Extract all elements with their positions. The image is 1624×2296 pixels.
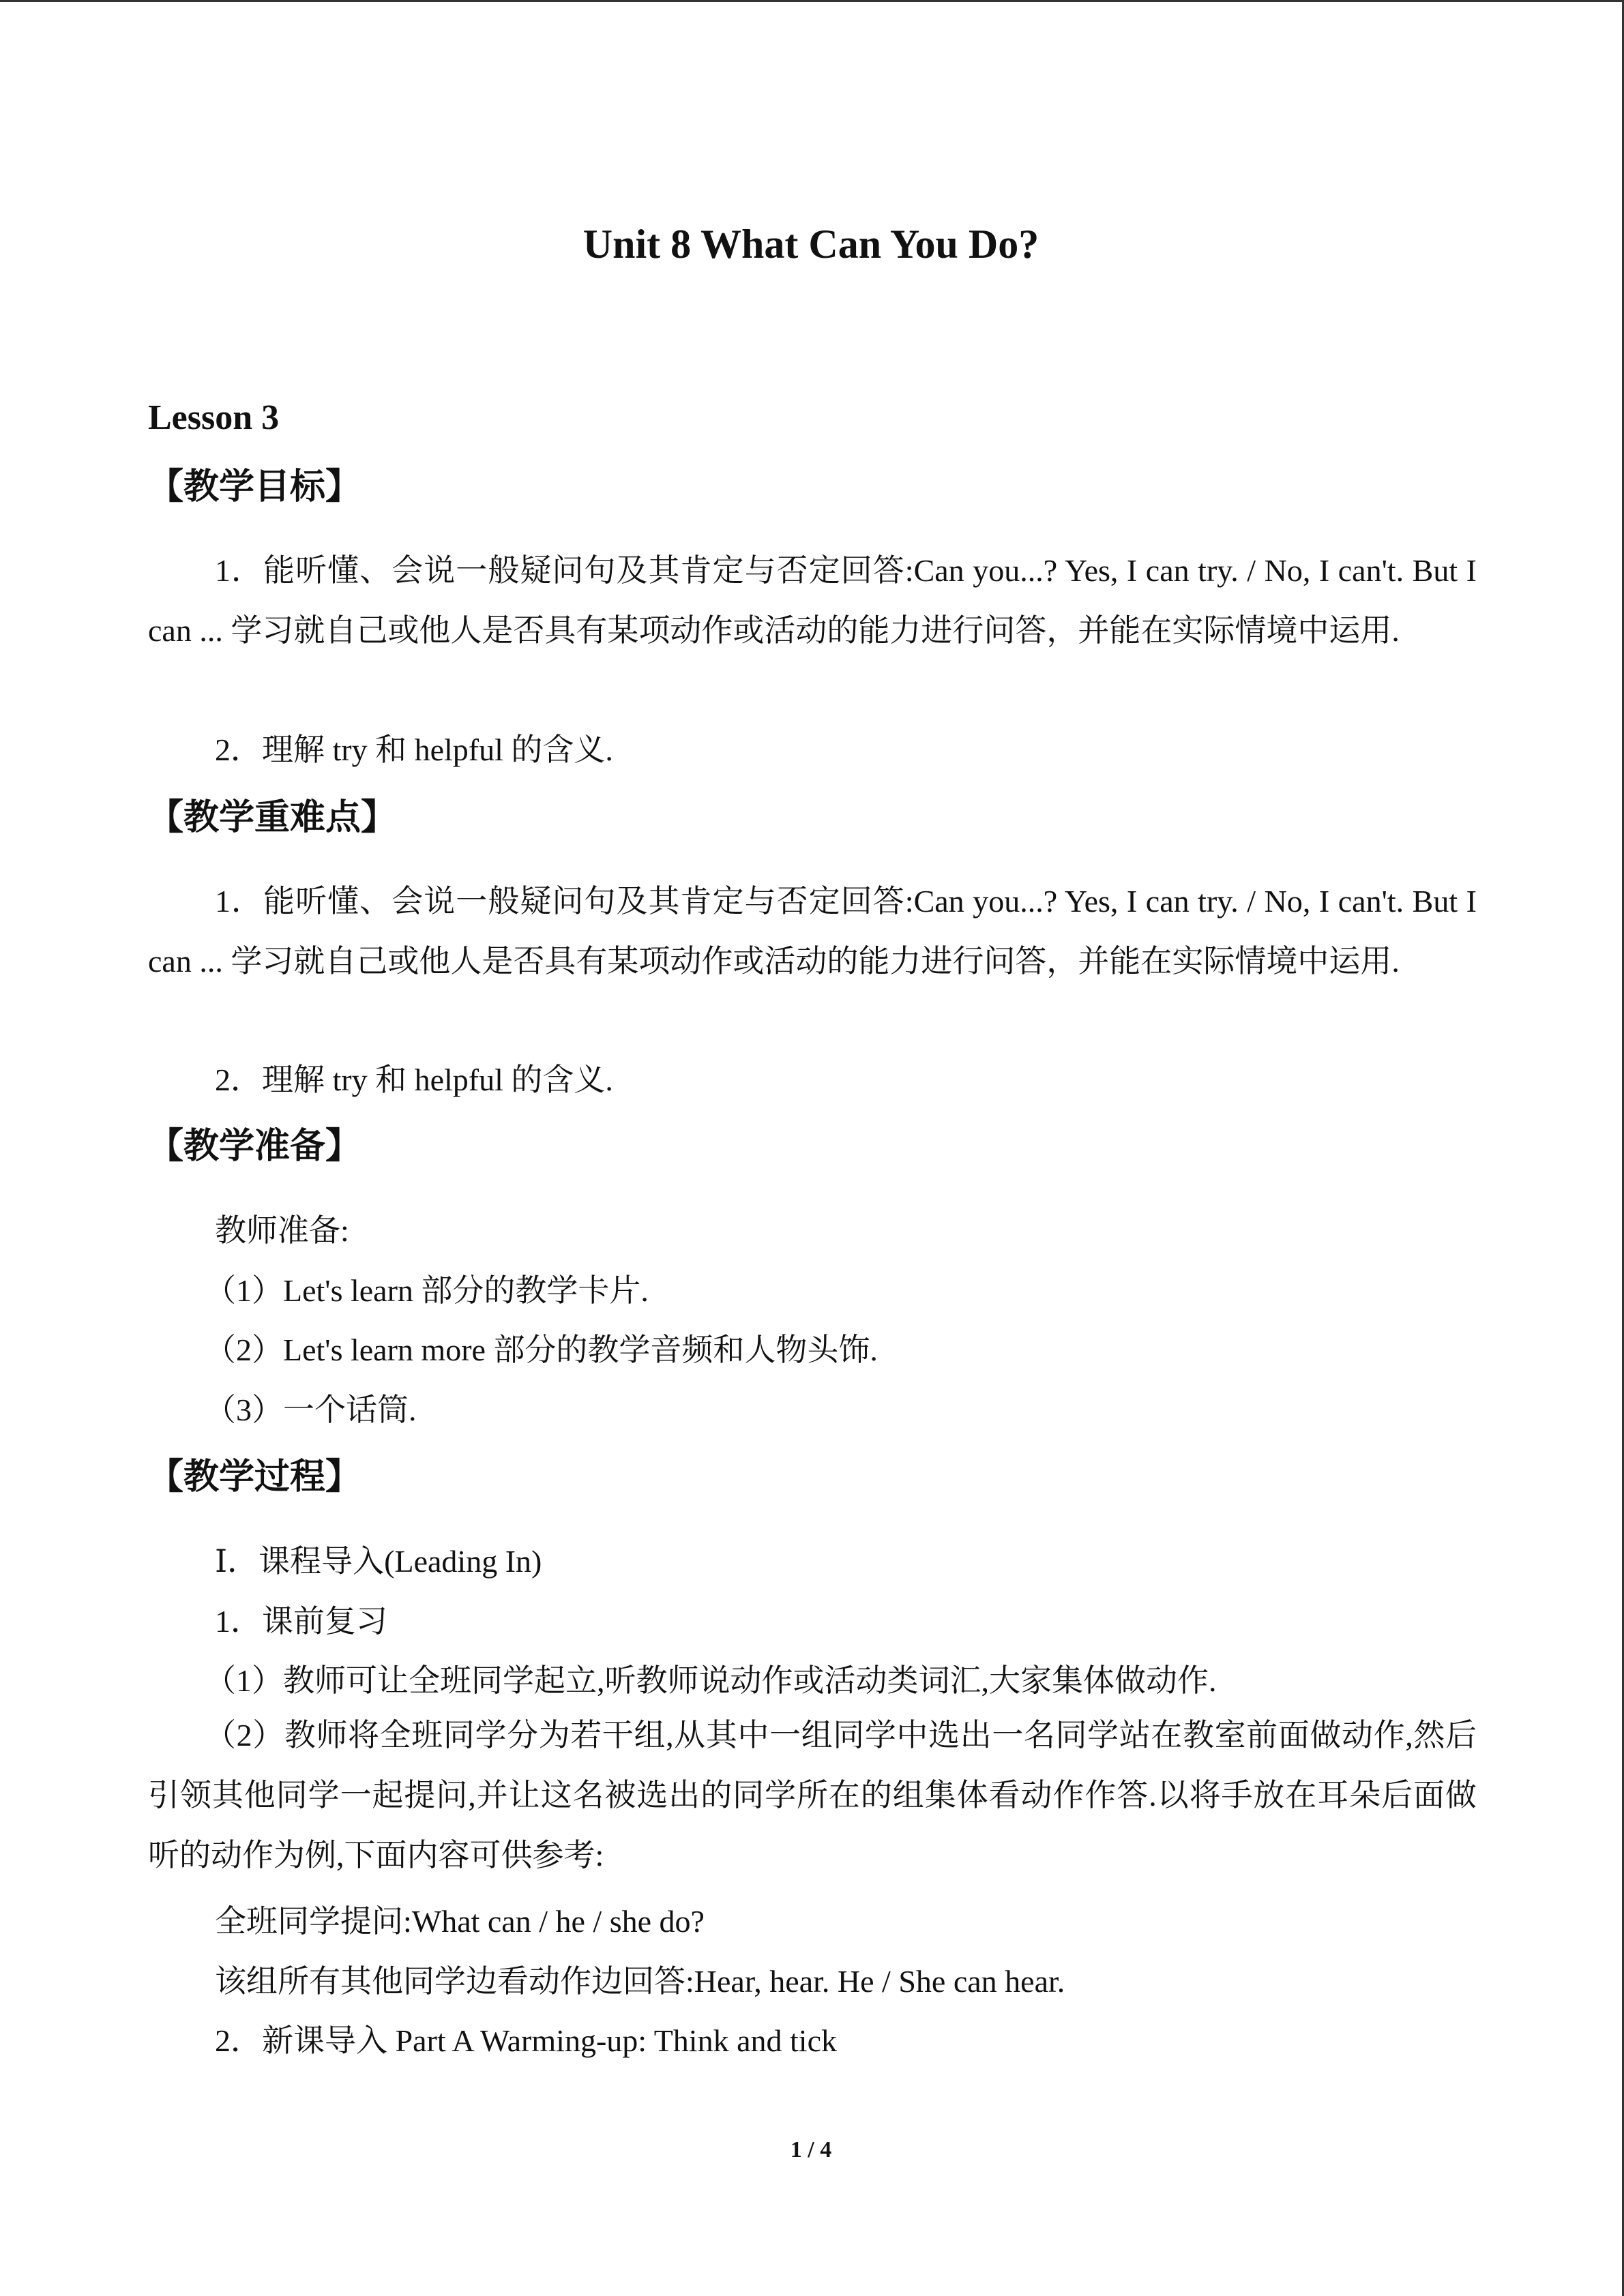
process-part-1: Ⅰ．课程导入(Leading In)	[215, 1544, 542, 1579]
preparation-intro: 教师准备:	[215, 1213, 349, 1248]
key-points-item-1: 1．能听懂、会说一般疑问句及其肯定与否定回答:Can you...? Yes, I can try. / No, I can't. But I can ... 学习就自己或他人是否具有某项动作或活动的能力进行问答，并能在实际情境中运用.	[148, 884, 1477, 979]
process-ask: 全班同学提问:What can / he / she do?	[215, 1904, 705, 1939]
heading-objectives: 【教学目标】	[148, 466, 361, 507]
preparation-item-3: （3）一个话筒.	[205, 1392, 417, 1427]
objectives-item-1: 1．能听懂、会说一般疑问句及其肯定与否定回答:Can you...? Yes, I can try. / No, I can't. But I can ... 学习就自己或他人是否具有某项动作或活动的能力进行问答，并能在实际情境中运用.	[148, 553, 1477, 648]
heading-preparation: 【教学准备】	[148, 1126, 361, 1167]
process-step-1a: （1）教师可让全班同学起立,听教师说动作或活动类词汇,大家集体做动作.	[205, 1663, 1217, 1698]
preparation-item-1: （1）Let's learn 部分的教学卡片.	[205, 1273, 649, 1308]
preparation-item-2: （2）Let's learn more 部分的教学音频和人物头饰.	[205, 1332, 878, 1367]
process-step-2: 2．新课导入 Part A Warming-up: Think and tick	[215, 2023, 837, 2058]
key-points-item-2: 2．理解 try 和 helpful 的含义.	[215, 1062, 613, 1097]
heading-key-points: 【教学重难点】	[148, 797, 397, 838]
document-title: Unit 8 What Can You Do?	[582, 222, 1039, 267]
process-step-1b: （2）教师将全班同学分为若干组,从其中一组同学中选出一名同学站在教室前面做动作,然后引领其他同学一起提问,并让这名被选出的同学所在的组集体看动作作答.以将手放在耳朵后面做听的动作为例,下面内容可供参考:	[148, 1718, 1477, 1873]
page-number: 1 / 4	[790, 2137, 832, 2162]
process-answer: 该组所有其他同学边看动作边回答:Hear, hear. He / She can hear.	[215, 1964, 1065, 1999]
lesson-label: Lesson 3	[148, 398, 280, 437]
objectives-item-2: 2．理解 try 和 helpful 的含义.	[215, 732, 613, 767]
process-step-1: 1．课前复习	[215, 1604, 387, 1639]
heading-process: 【教学过程】	[148, 1457, 361, 1497]
